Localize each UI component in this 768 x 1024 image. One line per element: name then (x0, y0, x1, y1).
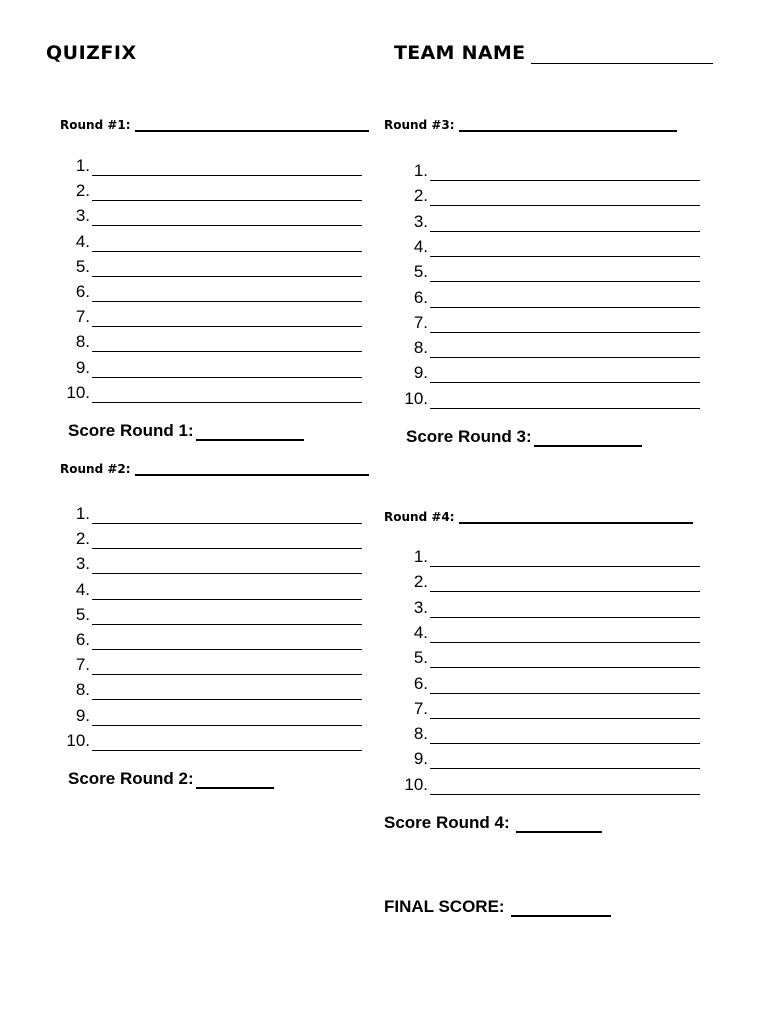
round-4-title (384, 510, 693, 524)
answer-row (400, 724, 700, 744)
answer-number: 9. (75, 705, 90, 725)
final-score (384, 897, 611, 917)
answer-row (400, 237, 700, 257)
round-1-title (60, 118, 369, 132)
answer-row (400, 313, 700, 333)
round-1-topic-blank[interactable] (135, 118, 369, 132)
answer-number: 6. (413, 287, 428, 307)
answer-row (62, 383, 362, 403)
round-2-score-label: Score Round 2: (68, 769, 194, 788)
answer-row (62, 655, 362, 675)
round-1-score-blank[interactable] (196, 425, 304, 441)
answer-row (62, 504, 362, 524)
answer-number: 3. (413, 597, 428, 617)
round-3-topic-blank[interactable] (459, 118, 677, 132)
answer-number: 1. (413, 547, 428, 566)
answer-number: 7. (75, 655, 90, 675)
answer-number: 9. (413, 749, 428, 769)
round-1-score (68, 421, 304, 441)
answer-blank[interactable] (430, 189, 700, 206)
answer-blank[interactable] (430, 727, 700, 744)
answer-row (62, 706, 362, 726)
answer-row (62, 554, 362, 574)
answer-blank[interactable] (430, 601, 700, 618)
answer-row (62, 580, 362, 600)
team-name-blank[interactable] (531, 45, 713, 64)
answer-blank[interactable] (430, 677, 700, 694)
answer-row (62, 680, 362, 700)
answer-row (62, 630, 362, 650)
answer-number: 5. (413, 648, 428, 668)
answer-row (400, 389, 700, 409)
answer-blank[interactable] (430, 265, 700, 282)
answer-blank[interactable] (430, 575, 700, 592)
answer-blank[interactable] (430, 752, 700, 769)
answer-blank[interactable] (92, 285, 362, 302)
round-2-score-blank[interactable] (196, 773, 274, 789)
round-3-title (384, 118, 677, 132)
round-2-label: Round #2: (60, 462, 131, 476)
answer-blank[interactable] (92, 734, 362, 751)
round-2-score (68, 769, 274, 789)
answer-number: 6. (75, 282, 90, 301)
answer-row (62, 156, 362, 176)
answer-blank[interactable] (92, 583, 362, 600)
answer-row (400, 749, 700, 769)
answer-number: 5. (75, 604, 90, 624)
answer-blank[interactable] (92, 608, 362, 625)
round-4-score (384, 813, 602, 833)
team-name-field[interactable] (394, 42, 713, 64)
answer-blank[interactable] (430, 291, 700, 308)
answer-row (62, 181, 362, 201)
answer-row (400, 547, 700, 567)
answer-number: 9. (413, 363, 428, 383)
answer-row (62, 358, 362, 378)
answer-blank[interactable] (92, 557, 362, 574)
answer-blank[interactable] (430, 778, 700, 795)
answer-number: 8. (413, 724, 428, 744)
answer-blank[interactable] (430, 651, 700, 668)
answer-number: 2. (75, 181, 90, 201)
final-score-blank[interactable] (511, 901, 611, 917)
answer-number: 2. (413, 186, 428, 206)
answer-blank[interactable] (430, 215, 700, 232)
answer-row (62, 282, 362, 302)
answer-blank[interactable] (430, 702, 700, 719)
round-3-score-blank[interactable] (534, 431, 642, 447)
answer-number: 10. (66, 382, 90, 402)
answer-number: 1. (413, 161, 428, 180)
answer-row (62, 307, 362, 327)
answer-number: 1. (75, 504, 90, 523)
answer-blank[interactable] (430, 341, 700, 358)
answer-row (400, 572, 700, 592)
answer-blank[interactable] (92, 386, 362, 403)
answer-blank[interactable] (92, 658, 362, 675)
answer-blank[interactable] (92, 633, 362, 650)
answer-row (400, 699, 700, 719)
answer-number: 6. (413, 673, 428, 693)
answer-blank[interactable] (92, 184, 362, 201)
answer-row (400, 212, 700, 232)
answer-number: 4. (75, 579, 90, 599)
answer-row (400, 775, 700, 795)
answer-number: 7. (413, 312, 428, 332)
answer-number: 5. (413, 262, 428, 282)
answer-number: 7. (413, 698, 428, 718)
answer-blank[interactable] (92, 159, 362, 176)
answer-blank[interactable] (92, 209, 362, 226)
answer-number: 4. (413, 236, 428, 256)
answer-number: 7. (75, 307, 90, 327)
answer-blank[interactable] (92, 683, 362, 700)
answer-number: 2. (75, 529, 90, 549)
answer-blank[interactable] (92, 532, 362, 549)
answer-number: 4. (413, 622, 428, 642)
answer-blank[interactable] (430, 164, 700, 181)
answer-number: 10. (404, 774, 428, 794)
answer-row (62, 232, 362, 252)
round-3-score-label: Score Round 3: (406, 427, 532, 446)
answer-row (400, 648, 700, 668)
answer-row (62, 529, 362, 549)
answer-blank[interactable] (92, 335, 362, 352)
answer-number: 2. (413, 572, 428, 592)
answer-number: 9. (75, 357, 90, 377)
answer-row (400, 598, 700, 618)
answer-blank[interactable] (430, 626, 700, 643)
answer-number: 4. (75, 231, 90, 251)
answer-row (400, 674, 700, 694)
answer-number: 3. (75, 554, 90, 574)
round-2-topic-blank[interactable] (135, 462, 369, 476)
answer-row (62, 605, 362, 625)
answer-number: 3. (75, 206, 90, 226)
answer-blank[interactable] (430, 240, 700, 257)
answer-number: 5. (75, 256, 90, 276)
answer-row (400, 623, 700, 643)
round-1-label: Round #1: (60, 118, 131, 132)
round-4-topic-blank[interactable] (459, 510, 693, 524)
answer-row (62, 332, 362, 352)
answer-number: 8. (75, 680, 90, 700)
answer-blank[interactable] (92, 310, 362, 327)
round-4-score-blank[interactable] (516, 817, 602, 833)
answer-blank[interactable] (92, 507, 362, 524)
round-4-score-label: Score Round 4: (384, 813, 510, 832)
answer-number: 10. (66, 730, 90, 750)
answer-row (400, 161, 700, 181)
round-3-score (406, 427, 642, 447)
answer-row (62, 257, 362, 277)
answer-row (400, 262, 700, 282)
answer-row (62, 206, 362, 226)
brand-title: QUIZFIX (46, 42, 137, 64)
answer-number: 3. (413, 211, 428, 231)
answer-number: 8. (75, 332, 90, 352)
answer-number: 6. (75, 630, 90, 649)
round-4-label: Round #4: (384, 510, 455, 524)
answer-blank[interactable] (430, 316, 700, 333)
answer-row (62, 731, 362, 751)
answer-blank[interactable] (92, 260, 362, 277)
answer-row (400, 338, 700, 358)
answer-blank[interactable] (92, 361, 362, 378)
round-2-title (60, 462, 369, 476)
answer-blank[interactable] (430, 550, 700, 567)
answer-row (400, 186, 700, 206)
answer-blank[interactable] (430, 366, 700, 383)
round-3-label: Round #3: (384, 118, 455, 132)
team-name-label: TEAM NAME (394, 42, 526, 64)
final-score-label: FINAL SCORE: (384, 897, 505, 916)
answer-blank[interactable] (92, 235, 362, 252)
answer-row (400, 363, 700, 383)
answer-blank[interactable] (430, 392, 700, 409)
round-1-score-label: Score Round 1: (68, 421, 194, 440)
answer-row (400, 288, 700, 308)
answer-number: 8. (413, 338, 428, 358)
answer-number: 10. (404, 388, 428, 408)
answer-number: 1. (75, 156, 90, 175)
answer-blank[interactable] (92, 709, 362, 726)
